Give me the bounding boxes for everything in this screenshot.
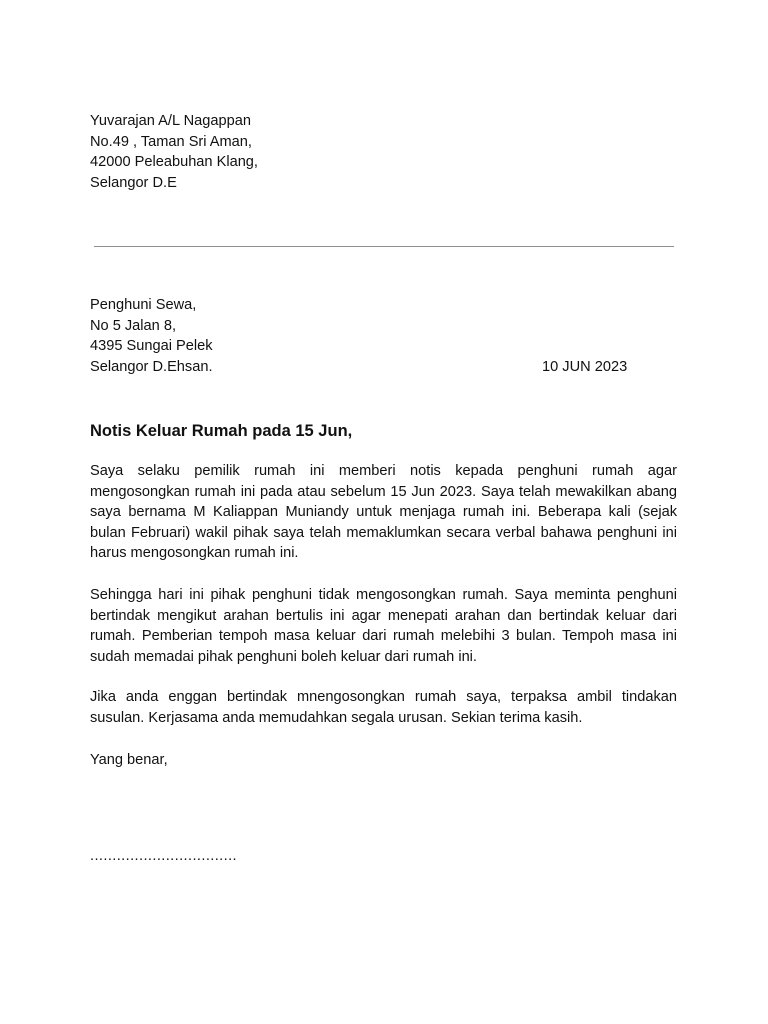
recipient-address-line-1: No 5 Jalan 8, bbox=[90, 317, 176, 334]
recipient-address-block bbox=[90, 295, 213, 377]
sender-name: Yuvarajan A/L Nagappan bbox=[90, 113, 251, 129]
sender-address-block bbox=[90, 111, 258, 193]
closing-salutation: Yang benar, bbox=[90, 752, 168, 768]
recipient-address-line-2: 4395 Sungai Pelek bbox=[90, 338, 213, 354]
recipient-address-line-3: Selangor D.Ehsan. bbox=[90, 358, 213, 375]
body-paragraph-3: Jika anda enggan bertindak mnengosongkan rumah saya, terpaksa ambil tindakan susulan. Kerjasama anda memudahkan segala urusan. Sekian terima kasih. bbox=[90, 689, 677, 726]
recipient-name: Penghuni Sewa, bbox=[90, 297, 197, 313]
body-paragraph-2: Sehingga hari ini pihak penghuni tidak mengosongkan rumah. Saya meminta penghuni bertindak mengikut arahan bertulis ini agar menepati arahan dan bertindak keluar dari rumah. Pemberian tempoh masa keluar dari rumah melebihi 3 bulan. Tempoh masa ini sudah memadai pihak penghuni boleh keluar dari rumah ini. bbox=[90, 587, 677, 665]
sender-address-line-1: No.49 , Taman Sri Aman, bbox=[90, 133, 252, 150]
body-paragraph-1: Saya selaku pemilik rumah ini memberi notis kepada penghuni rumah agar mengosongkan rumah ini pada atau sebelum 15 Jun 2023. Saya telah mewakilkan abang saya bernama M Kaliappan Muniandy untuk menjaga rumah ini. Beberapa kali (sejak bulan Februari) wakil pihak saya telah memaklumkan secara verbal bahawa penghuni ini harus mengosongkan rumah ini. bbox=[90, 463, 677, 561]
header-divider bbox=[94, 246, 674, 247]
sender-address-line-3: Selangor D.E bbox=[90, 174, 177, 191]
letter-date: 10 JUN 2023 bbox=[542, 359, 628, 375]
signature-line: ................................. bbox=[90, 848, 238, 864]
letter-subject: Notis Keluar Rumah pada 15 Jun, bbox=[90, 422, 353, 440]
sender-address-line-2: 42000 Peleabuhan Klang, bbox=[90, 154, 258, 170]
